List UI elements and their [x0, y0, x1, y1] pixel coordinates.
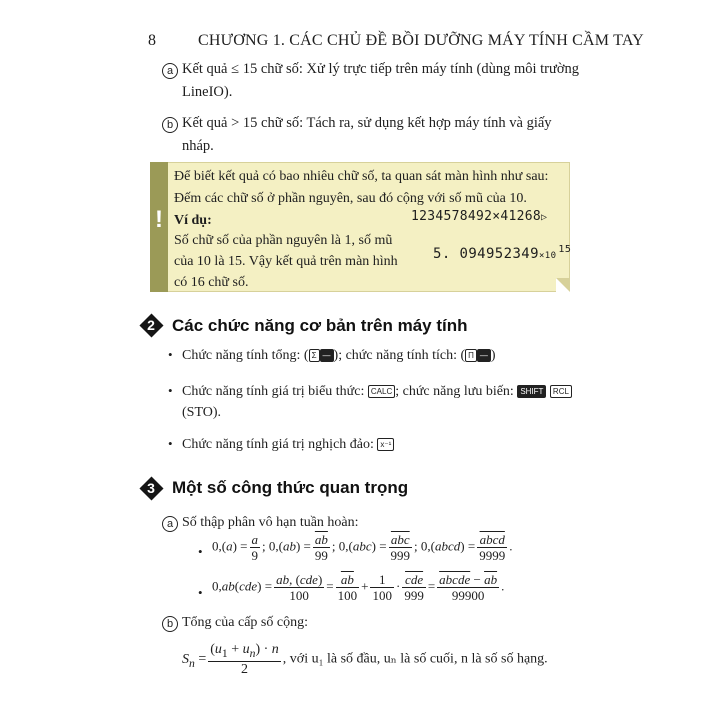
calc-exponent: 15 — [558, 244, 572, 255]
section-3-title: Một số công thức quan trọng — [172, 478, 409, 497]
section-2-title: Các chức năng cơ bản trên máy tính — [172, 316, 468, 335]
sum-text: Chức năng tính tổng: ( — [182, 348, 309, 363]
example-label: Ví dụ: — [174, 213, 212, 228]
store-text: ; chức năng lưu biến: — [395, 384, 518, 399]
rcl-key-icon: RCL — [550, 385, 572, 398]
key-bar-icon: — — [320, 349, 334, 362]
marker-b: b — [162, 117, 178, 133]
repeating-decimal-heading: Số thập phân vô hạn tuần hoàn: — [182, 515, 359, 530]
example-line-3: có 16 chữ số. — [174, 275, 249, 290]
note-line-1: Để biết kết quả có bao nhiêu chữ số, ta quan sát màn hình như sau: — [174, 169, 549, 184]
calc-key-icon: CALC — [368, 385, 395, 398]
bullet-dot: • — [168, 436, 173, 451]
formula-repeating-1: 0,(a) = $\frac{a}{9}$ ; 0,(ab) = $\frac{\overline{ab}}{99}$ ; 0,(abc) = $\frac{\overline{abc}}{999}$ ; 0,(abcd) = $\frac{\text{abcd}}{9999}$ . — [212, 532, 513, 563]
formula-arithmetic-sum: $S_n$ = $\frac{(u_1 + u_n) \cdot n}{2}$ , với u₁ là số đầu, uₙ là số cuối, n là số số hạng. — [182, 642, 548, 677]
shift-key-icon: SHIFT — [517, 385, 546, 398]
section-2-number: 2 — [147, 317, 155, 333]
exclamation-icon: ! — [155, 206, 163, 233]
pi-key-icon: Π — [465, 349, 477, 362]
sigma-key-icon: Σ — [309, 349, 320, 362]
marker-a: a — [162, 63, 178, 79]
marker-a: a — [162, 516, 178, 532]
calculator-expression — [411, 209, 547, 224]
example-line-2: của 10 là 15. Vậy kết quả trên màn hình — [174, 254, 398, 269]
inverse-key-icon: x⁻¹ — [377, 438, 394, 451]
intro-item-b-line1: Kết quả > 15 chữ số: Tách ra, sử dụng kết hợp máy tính và giấy — [182, 115, 552, 131]
product-close: ) — [490, 348, 496, 363]
section-3-number: 3 — [147, 480, 155, 496]
intro-item-b-line2: nháp. — [182, 138, 214, 154]
running-head: CHƯƠNG 1. CÁC CHỦ ĐỀ BỒI DƯỠNG MÁY TÍNH CẦM TAY — [198, 32, 644, 49]
calc-times-ten: ×10 — [538, 251, 557, 261]
arithmetic-sum-heading: Tổng của cấp số cộng: — [182, 615, 308, 630]
example-line-1: Số chữ số của phần nguyên là 1, số mũ — [174, 233, 393, 248]
calc-expression-text: 1234578492×41268 — [411, 209, 542, 224]
bullet-inverse — [182, 433, 394, 456]
key-bar-icon: — — [477, 349, 491, 362]
bullet-calc-store — [182, 380, 572, 403]
marker-b: b — [162, 616, 178, 632]
bullet-calc-store-line2: (STO). — [182, 405, 222, 420]
sum-description: , với u₁ là số đầu, uₙ là số cuối, n là số số hạng. — [282, 651, 548, 667]
calc-text: Chức năng tính giá trị biểu thức: — [182, 384, 368, 399]
bullet-dot: • — [198, 544, 203, 559]
bullet-dot: • — [168, 383, 173, 398]
page-curl-corner — [556, 278, 570, 292]
bullet-sum-product — [182, 344, 496, 367]
intro-item-a-line1: Kết quả ≤ 15 chữ số: Xử lý trực tiếp trên máy tính (dùng môi trường — [182, 61, 580, 77]
calc-mantissa: 5. 094952349 — [433, 246, 539, 262]
cursor-icon: ▷ — [541, 212, 548, 223]
bullet-dot: • — [198, 585, 203, 600]
page-number: 8 — [148, 32, 156, 49]
bullet-dot: • — [168, 347, 173, 362]
intro-item-a-line2: LineIO). — [182, 84, 233, 100]
note-line-2: Đếm các chữ số ở phần nguyên, sau đó cộng với số mũ của 10. — [174, 191, 527, 206]
formula-repeating-2: 0,ab(cde) = $\frac{\text{ab, (cde)}}{100}$ = $\frac{\overline{ab}}{100}$ + $\frac{1}{100}$ · $\frac{\overline{cde}}{999}$ = $\frac{abcde - \overline{ab}}{99900}$ . — [212, 572, 505, 603]
calculator-result — [433, 244, 571, 262]
product-text: ); chức năng tính tích: ( — [333, 348, 466, 363]
inverse-text: Chức năng tính giá trị nghịch đảo: — [182, 437, 378, 452]
